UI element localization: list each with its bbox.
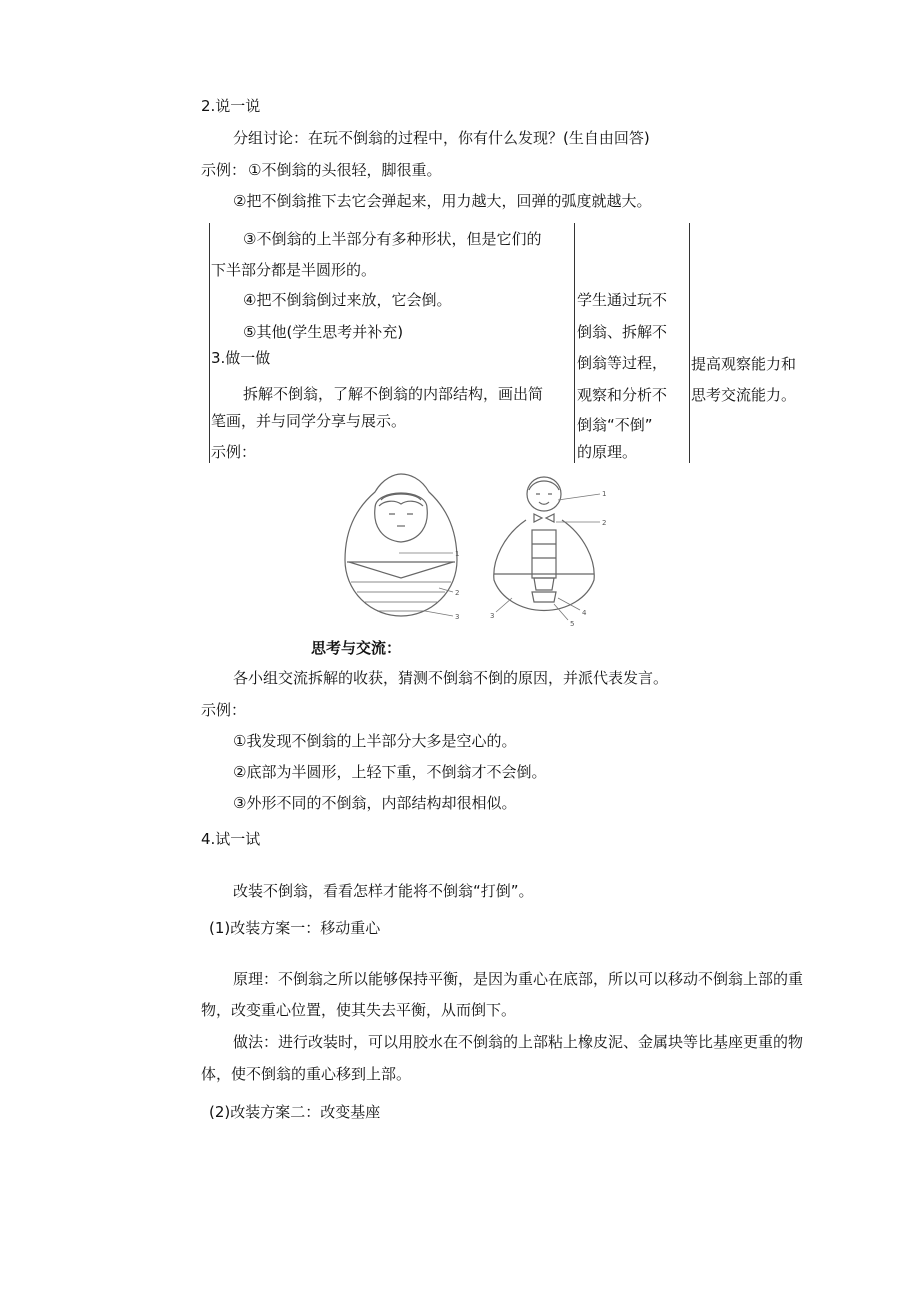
activity-line-3: 倒翁等过程， <box>577 354 668 372</box>
example-item-1: ①不倒翁的头很轻，脚很重。 <box>248 161 442 179</box>
robot-label-3: 3 <box>490 612 495 620</box>
robot-label-4: 4 <box>582 609 587 617</box>
principle-line-1: 原理：不倒翁之所以能够保持平衡，是因为重心在底部，所以可以移动不倒翁上部的重 <box>233 970 804 988</box>
table-item-5: ⑤其他(学生思考并补充) <box>243 323 404 341</box>
plan-2-title: (2)改装方案二：改变基座 <box>209 1103 381 1121</box>
method-line-1: 做法：进行改装时，可以用胶水在不倒翁的上部粘上橡皮泥、金属块等比基座更重的物 <box>233 1033 804 1051</box>
table-border-left <box>209 223 210 463</box>
think-item-3: ③外形不同的不倒翁，内部结构却很相似。 <box>233 794 517 812</box>
plan-1-title: (1)改装方案一：移动重心 <box>209 919 381 937</box>
task-line-1: 拆解不倒翁，了解不倒翁的内部结构，画出简 <box>243 385 544 403</box>
goal-line-1: 提高观察能力和 <box>691 355 797 373</box>
doll-label-1: 1 <box>455 550 460 558</box>
example-label: 示例： <box>201 161 247 179</box>
robot-label-2: 2 <box>602 519 607 527</box>
think-item-2: ②底部为半圆形，上轻下重，不倒翁才不会倒。 <box>233 763 547 781</box>
table-item-3-line1: ③不倒翁的上半部分有多种形状，但是它们的 <box>243 230 542 248</box>
robot-tumbler-diagram <box>482 470 617 630</box>
table-example-label: 示例： <box>211 443 257 461</box>
table-divider-2 <box>689 223 690 463</box>
robot-label-1: 1 <box>602 490 607 498</box>
section4-heading: 4.试一试 <box>201 830 261 848</box>
think-text: 各小组交流拆解的收获，猜测不倒翁不倒的原因，并派代表发言。 <box>233 669 669 687</box>
doll-tumbler-diagram <box>335 470 470 625</box>
think-heading: 思考与交流： <box>311 639 402 657</box>
activity-line-1: 学生通过玩不 <box>577 291 668 309</box>
activity-line-2: 倒翁、拆解不 <box>577 323 668 341</box>
example-item-2: ②把不倒翁推下去它会弹起来，用力越大，回弹的弧度就越大。 <box>233 192 652 210</box>
goal-line-2: 思考交流能力。 <box>691 386 797 404</box>
table-divider-1 <box>574 223 575 463</box>
section4-intro: 改装不倒翁，看看怎样才能将不倒翁“打倒”。 <box>233 882 534 900</box>
section2-heading: 2.说一说 <box>201 97 261 115</box>
robot-label-5: 5 <box>570 620 575 628</box>
task-line-2: 笔画，并与同学分享与展示。 <box>211 412 407 430</box>
discussion-prompt: 分组讨论：在玩不倒翁的过程中，你有什么发现？(生自由回答) <box>233 129 650 147</box>
think-item-1: ①我发现不倒翁的上半部分大多是空心的。 <box>233 732 517 750</box>
activity-line-5: 倒翁“不倒” <box>577 416 653 434</box>
doll-label-3: 3 <box>455 613 460 621</box>
table-item-4: ④把不倒翁倒过来放，它会倒。 <box>243 291 452 309</box>
principle-line-2: 物，改变重心位置，使其失去平衡，从而倒下。 <box>201 1001 517 1019</box>
activity-line-6: 的原理。 <box>577 443 638 461</box>
doll-label-2: 2 <box>455 589 460 597</box>
activity-line-4: 观察和分析不 <box>577 386 668 404</box>
method-line-2: 体，使不倒翁的重心移到上部。 <box>201 1065 412 1083</box>
section3-heading: 3.做一做 <box>211 349 271 367</box>
think-example-label: 示例： <box>201 701 247 719</box>
table-item-3-line2: 下半部分都是半圆形的。 <box>211 261 377 279</box>
